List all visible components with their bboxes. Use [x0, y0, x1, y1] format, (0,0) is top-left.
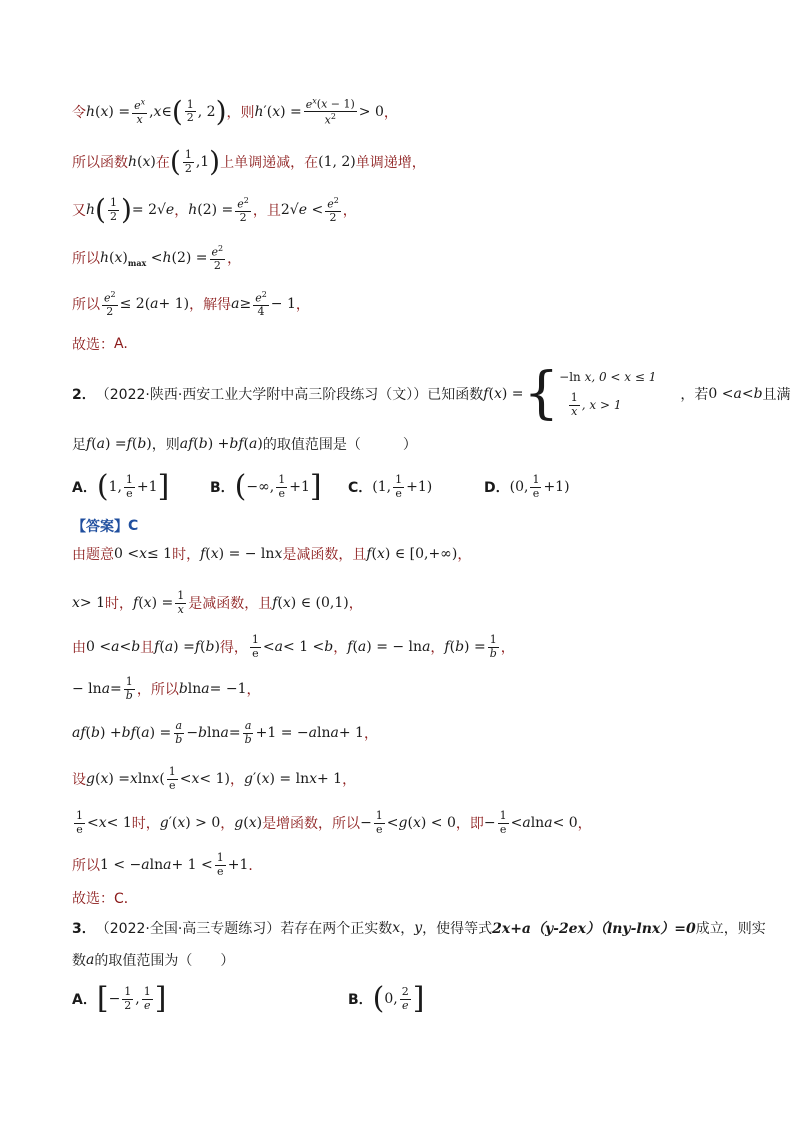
- q3-option-a[interactable]: A． [ − $\frac{1}{2}$ , $\frac{1}{e}$ ]: [72, 981, 167, 1016]
- q2-option-c[interactable]: C． (1, $\frac{1}{e}$ +1): [348, 472, 433, 500]
- q2-sol-line1: 由题意 0 < x ≤ 1 时， f ( x ) = − ln x 是减函数，且 f ( x ) ∈ [0,+∞) ，: [72, 546, 472, 563]
- q2-sol-line2: x > 1 时， f ( x ) = $\frac{1}{x}$ 是减函数，且 f ( x ) ∈ (0,1) ，: [72, 589, 363, 616]
- q3-stem-line1: 3． （2022·全国·高三专题练习）若存在两个正实数 x ， y ，使得等式 2x+a（y-2ex）（lny-lnx）=0 成立，则实: [72, 920, 766, 937]
- q2-answer: 【答案】 C: [72, 518, 139, 535]
- sol1-line5: 所以 $\frac{e^2}{2}$ ≤ 2( a + 1) ，解得 a ≥ $\frac{e^2}{4}$ − 1 ，: [72, 290, 310, 319]
- q2-sol-line5: af ( b ) + bf ( a ) = $\frac{a}{b}$ − b ln a = $\frac{a}{b}$ +1 = − a ln a + 1 ，: [72, 719, 378, 746]
- q2-stem-line2: 足 f ( a ) = f ( b ) ，则 af ( b ) + bf ( a ) 的取值范围是（ ）: [72, 436, 417, 453]
- q2-option-b[interactable]: B． ( −∞, $\frac{1}{e}$ +1 ]: [210, 469, 322, 504]
- q3-options: [72, 981, 425, 1016]
- q3-stem-line2: 数 a 的取值范围为（ ）: [72, 952, 235, 969]
- sol1-line2: 所以函数 h ( x ) 在 ( $\frac{1}{2}$ ,1 ) 上单调递减，在 (1, 2) 单调递增，: [72, 145, 426, 178]
- q3-option-b[interactable]: B． ( 0, $\frac{2}{e}$ ]: [348, 981, 425, 1016]
- sol1-line4: 所以 h ( x )$_{max}$ < h (2) = $\frac{e^2}{2}$ ，: [72, 244, 242, 273]
- q2-sol-line4: − ln a = $\frac{1}{b}$ ，所以 b ln a = −1 ，: [72, 675, 261, 702]
- q2-sol-line6: 设 g ( x ) = x ln x ( $\frac{1}{e}$ < x < 1) ， g ′( x ) = ln x + 1 ，: [72, 765, 357, 792]
- q2-sol-line7: $\frac{1}{e}$ < x < 1 时， g ′( x ) > 0 ， g ( x ) 是增函数，所以 − $\frac{1}{e}$ < g ( x ) < 0 ，即 − $\frac{1}{e}$ < a ln a < 0 ，: [76, 809, 592, 836]
- q2-option-d[interactable]: D． (0, $\frac{1}{e}$ +1): [484, 472, 570, 500]
- sol1-line3: 又 h ( $\frac{1}{2}$ ) = 2√e ， h (2) = $\frac{e^2}{2}$ ，且 2√e < $\frac{e^2}{2}$ ，: [72, 193, 357, 227]
- q2-sol-line8: 所以 1 < − a ln a + 1 < $\frac{1}{e}$ +1 ．: [72, 851, 263, 878]
- piecewise-cases: −ln x, 0 < x ≤ 1 $\frac{1}{x}$ , x > 1: [559, 370, 657, 418]
- sol1-choice: 故选： A.: [72, 336, 128, 353]
- q2-stem-line1: 2． （2022·陕西·西安工业大学附中高三阶段练习（文））已知函数 f ( x ) = { −ln x, 0 < x ≤ 1 $\frac{1}{x}$ , x > 1 ，若 0 < a < b 且满: [72, 361, 791, 426]
- q2-options: [72, 469, 570, 504]
- sol1-line1: 令 h ( x ) = $\frac{e^x}{x}$ , x ∈ ( $\frac{1}{2}$ , 2 ) ，则 h ′( x ) = $\frac{e^x(x - 1)}{x^2}$ > 0 ，: [72, 94, 398, 128]
- q2-sol-line3: 由 0 < a < b 且 f ( a ) = f ( b ) 得， $\frac{1}{e}$ < a < 1 < b ， f ( a ) = − ln a ， f ( b ) = $\frac{1}{b}$ ，: [72, 633, 515, 660]
- q2-option-a[interactable]: A． ( 1, $\frac{1}{e}$ +1 ]: [72, 469, 170, 504]
- q2-choice: 故选： C．: [72, 891, 138, 907]
